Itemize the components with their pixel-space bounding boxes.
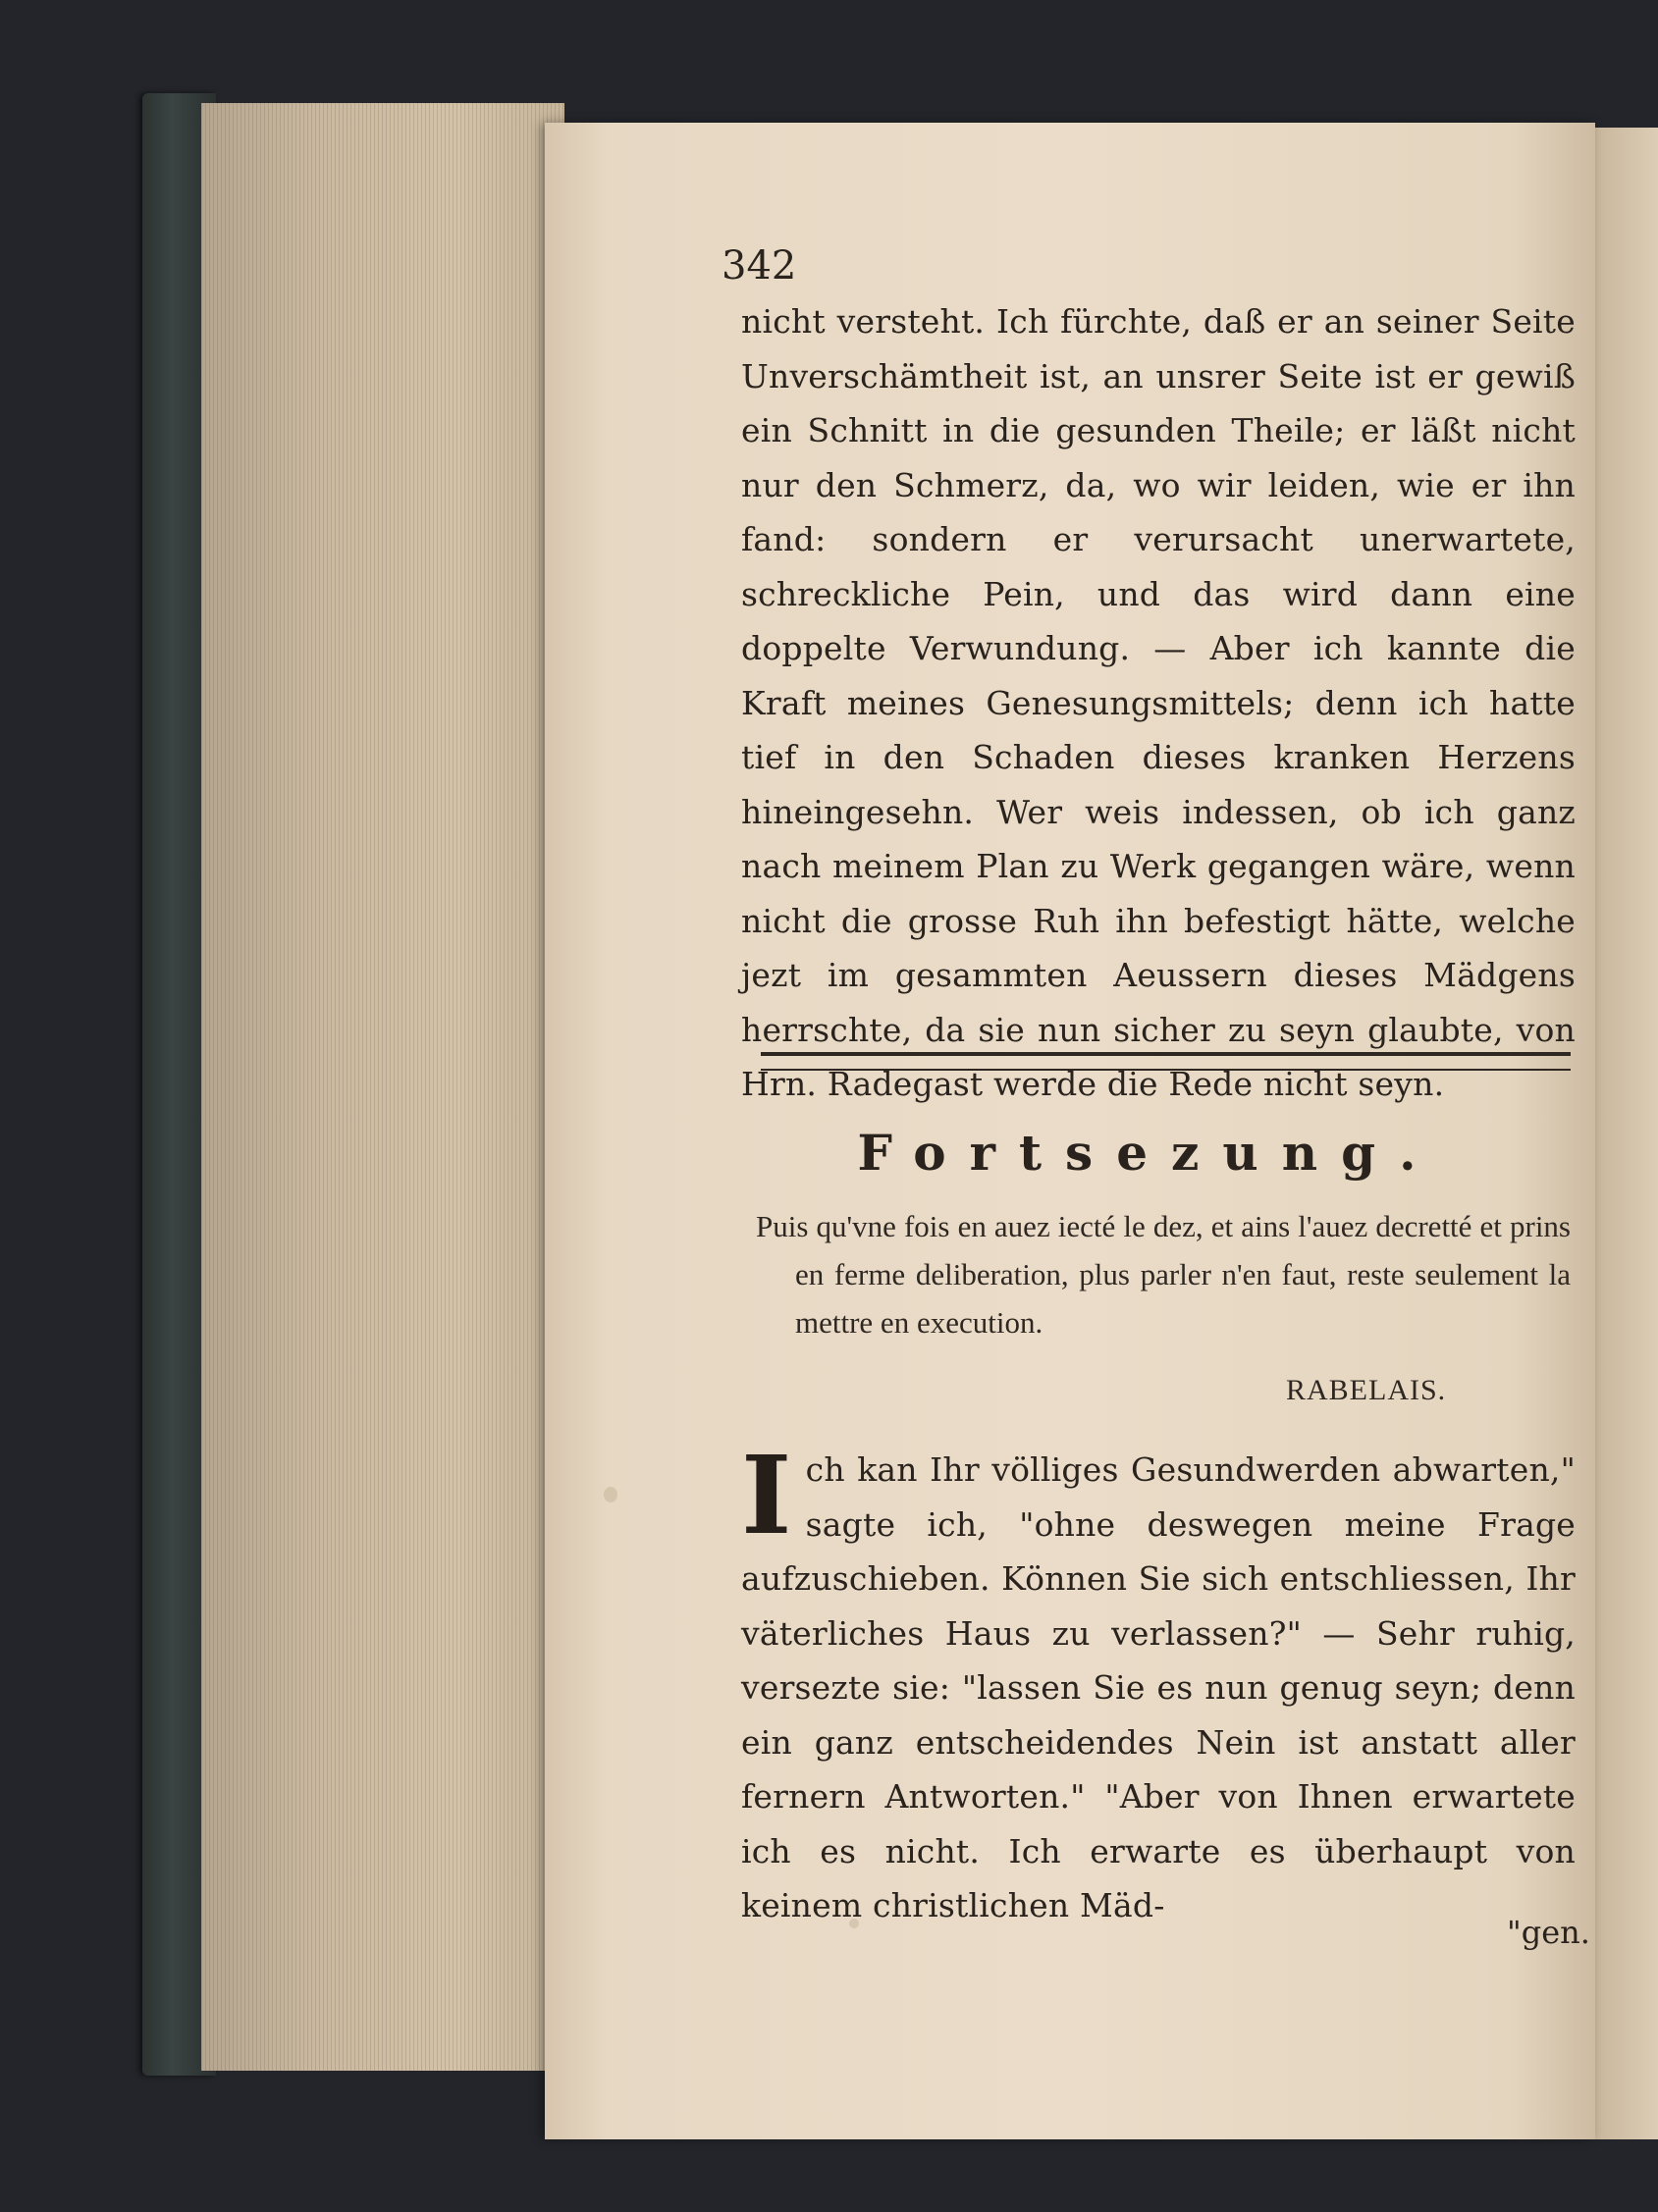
page-edges [201,103,564,2071]
epigraph-attribution: RABELAIS. [1286,1374,1447,1406]
page-number: 342 [722,243,797,289]
page-stain [604,1487,617,1502]
paragraph-2 [741,1432,1576,1933]
catchword: "gen. [1507,1914,1590,1951]
drop-cap: I [741,1432,792,1558]
section-divider [761,1052,1571,1071]
section-heading: Fortsezung. [857,1124,1440,1182]
epigraph: Puis qu'vne fois en auez iecté le dez, et ains l'auez decretté et prins en ferme deliberation, plus parler n'en faut, reste seulement la mettre en execution. [756,1209,1571,1340]
paragraph-2-text: ch kan Ihr völliges Gesundwerden abwarten," sagte ich, "ohne deswegen meine Frage aufzuschieben. Können Sie sich entschliessen, Ihr väterliches Haus zu verlassen?" — Sehr ruhig, versezte sie: "lassen Sie es nun genug seyn; denn ein ganz entscheidendes Nein ist anstatt aller fernern Antworten." "Aber von Ihnen erwartete ich es nicht. Ich erwarte es überhaupt von keinem christlichen Mäd- [741,1450,1576,1924]
adjacent-page [1595,128,1658,2139]
paragraph-1: nicht versteht. Ich fürchte, daß er an seiner Seite Unverschämtheit ist, an unsrer Seite ist er gewiß ein Schnitt in die gesunden Theile; er läßt nicht nur den Schmerz, da, wo wir leiden, wie er ihn fand: sondern er verursacht unerwartete, schreckliche Pein, und das wird dann eine doppelte Verwundung. — Aber ich kannte die Kraft meines Genesungsmittels; denn ich hatte tief in den Schaden dieses kranken Herzens hineingesehn. Wer weis indessen, ob ich ganz nach meinem Plan zu Werk gegangen wäre, wenn nicht die grosse Ruh ihn befestigt hätte, welche jezt im gesammten Aeussern dieses Mädgens herrschte, da sie nun sicher zu seyn glaubte, von Hrn. Radegast werde die Rede nicht seyn. [741,302,1576,1103]
